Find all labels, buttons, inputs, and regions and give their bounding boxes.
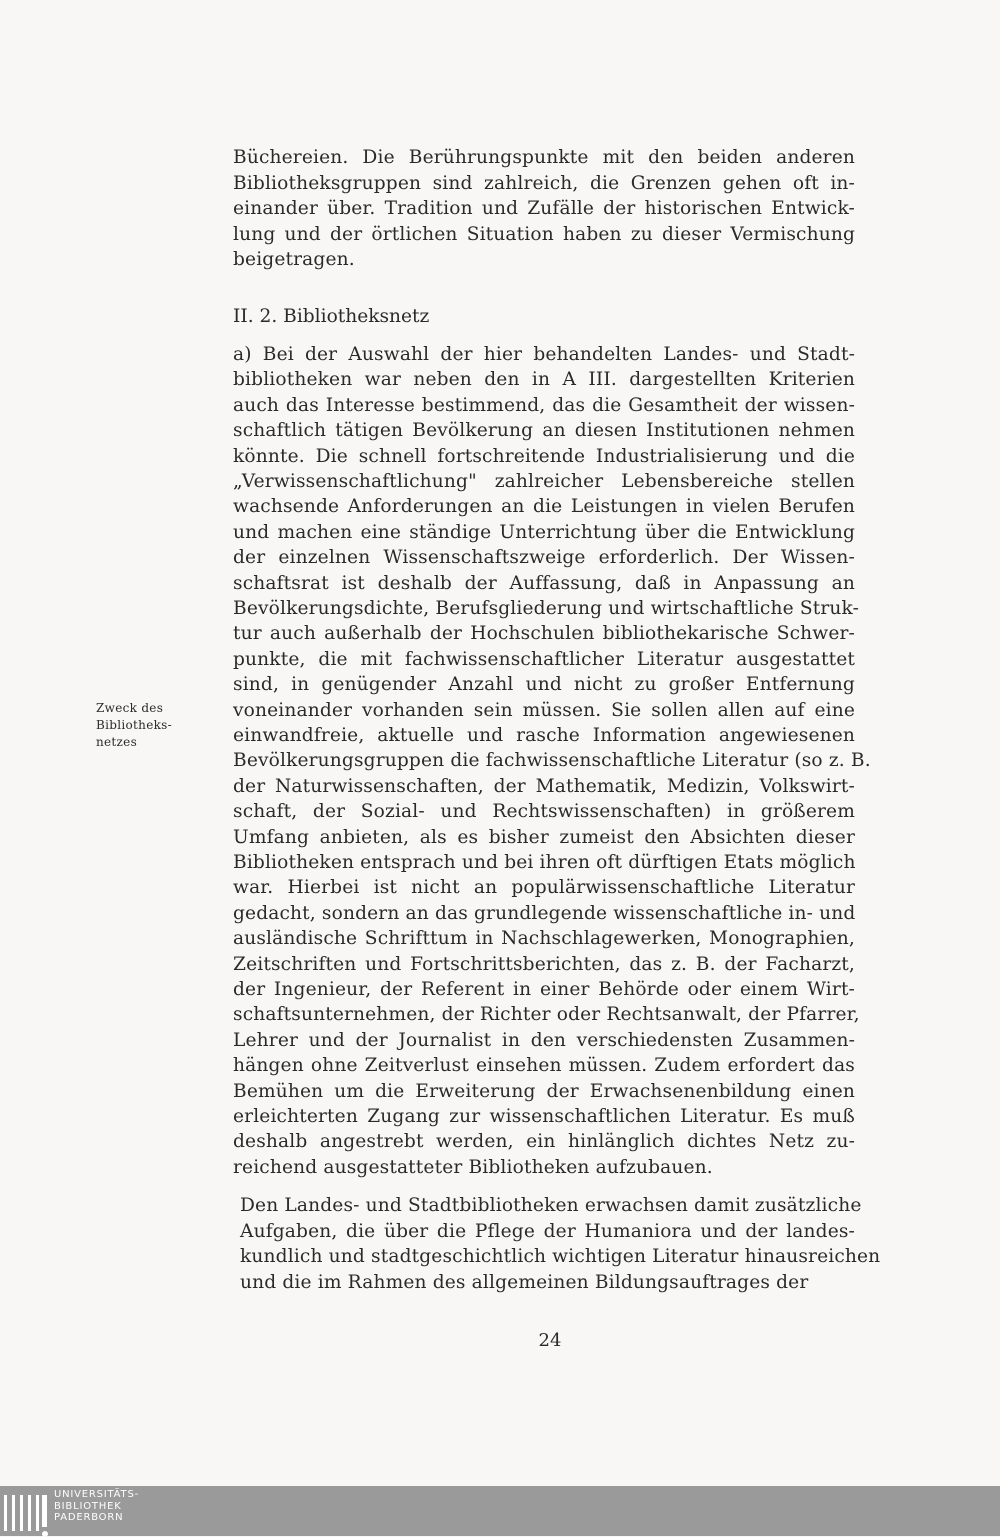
text-line: einwandfreie, aktuelle und rasche Information angewiesenen xyxy=(233,725,855,746)
text-line: könnte. Die schnell fortschreitende Industrialisierung und die xyxy=(233,445,855,467)
text-line: Zeitschriften und Fortschrittsberichten, das z. B. der Facharzt, xyxy=(233,953,855,975)
text-line: Bibliotheken entsprach und bei ihren oft dürftigen Etats möglich xyxy=(233,852,856,873)
library-name-line: BIBLIOTHEK xyxy=(54,1500,122,1512)
library-name-line: UNIVERSITÄTS- xyxy=(54,1489,140,1500)
text-line: wachsende Anforderungen an die Leistungen in vielen Berufen xyxy=(233,496,855,518)
text-line: bibliotheken war neben den in A III. dargestellten Kriterien xyxy=(233,369,855,391)
text-line: Bevölkerungsdichte, Berufsgliederung und wirtschaftliche Struk- xyxy=(233,598,860,619)
library-name-line: PADERBORN xyxy=(54,1512,124,1523)
text-line: der Ingenieur, der Referent in einer Behörde oder einem Wirt- xyxy=(233,979,855,1000)
text-line: und die im Rahmen des allgemeinen Bildungsauftrages der xyxy=(240,1271,809,1293)
text-line: Büchereien. Die Berührungspunkte mit den beiden anderen xyxy=(233,147,855,168)
page-number: 24 xyxy=(538,1330,562,1351)
text-line: Bemühen um die Erweiterung der Erwachsenenbildung einen xyxy=(233,1080,855,1102)
text-line: der einzelnen Wissenschaftszweige erforderlich. Der Wissen- xyxy=(233,547,855,569)
text-line: einander über. Tradition und Zufälle der historischen Entwick- xyxy=(233,198,855,220)
text-line: Aufgaben, die über die Pflege der Humaniora und der landes- xyxy=(240,1220,855,1242)
text-line: Umfang anbieten, als es bisher zumeist den Absichten dieser xyxy=(233,826,855,848)
margin-note-line: Zweck des xyxy=(96,701,164,715)
text-line: lung und der örtlichen Situation haben zu dieser Vermischung xyxy=(233,223,855,245)
text-line: tur auch außerhalb der Hochschulen bibliothekarische Schwer- xyxy=(233,623,855,645)
text-line: beigetragen. xyxy=(233,249,355,271)
text-line: Den Landes- und Stadtbibliotheken erwachsen damit zusätzliche xyxy=(240,1195,862,1216)
library-footer xyxy=(0,1486,1000,1536)
text-line: punkte, die mit fachwissenschaftlicher Literatur ausgestattet xyxy=(233,648,855,670)
text-line: deshalb angestrebt werden, ein hinlänglich dichtes Netz zu- xyxy=(233,1131,855,1153)
library-logo-icon xyxy=(4,1489,48,1533)
text-line: Bevölkerungsgruppen die fachwissenschaftliche Literatur (so z. B. xyxy=(233,750,871,772)
text-line: reichend ausgestatteter Bibliotheken aufzubauen. xyxy=(233,1156,713,1178)
text-line: Lehrer und der Journalist in den verschiedensten Zusammen- xyxy=(233,1029,855,1051)
text-line: erleichterten Zugang zur wissenschaftlichen Literatur. Es muß xyxy=(233,1106,855,1127)
text-line: „Verwissenschaftlichung" zahlreicher Lebensbereiche stellen xyxy=(233,471,855,492)
text-line: und machen eine ständige Unterrichtung über die Entwicklung xyxy=(233,521,855,543)
margin-note-line: Bibliotheks- xyxy=(96,718,172,732)
text-line: schaftlich tätigen Bevölkerung an diesen Institutionen nehmen xyxy=(233,420,855,442)
section-heading: II. 2. Bibliotheksnetz xyxy=(233,306,430,327)
text-line: gedacht, sondern an das grundlegende wissenschaftliche in- und xyxy=(233,902,856,924)
margin-note xyxy=(96,700,196,751)
text-line: kundlich und stadtgeschichtlich wichtigen Literatur hinausreichen xyxy=(240,1246,881,1268)
text-line: schaft, der Sozial- und Rechtswissenschaften) in größerem xyxy=(233,801,855,823)
text-line: Bibliotheksgruppen sind zahlreich, die Grenzen gehen oft in- xyxy=(233,172,855,194)
text-line: der Naturwissenschaften, der Mathematik, Medizin, Volkswirt- xyxy=(233,775,855,797)
text-line: war. Hierbei ist nicht an populärwissenschaftliche Literatur xyxy=(233,877,855,899)
text-line: schaftsrat ist deshalb der Auffassung, daß in Anpassung an xyxy=(233,572,855,594)
text-line: auch das Interesse bestimmend, das die Gesamtheit der wissen- xyxy=(233,394,855,416)
library-name xyxy=(54,1489,139,1524)
text-line: ausländische Schrifttum in Nachschlagewerken, Monographien, xyxy=(233,928,855,950)
margin-note-line: netzes xyxy=(96,735,138,749)
text-line: hängen ohne Zeitverlust einsehen müssen. Zudem erfordert das xyxy=(233,1055,855,1077)
text-line: schaftsunternehmen, der Richter oder Rechtsanwalt, der Pfarrer, xyxy=(233,1004,860,1026)
text-line: a) Bei der Auswahl der hier behandelten Landes- und Stadt- xyxy=(233,344,855,365)
text-line: voneinander vorhanden sein müssen. Sie sollen allen auf eine xyxy=(233,699,855,721)
text-line: sind, in genügender Anzahl und nicht zu großer Entfernung xyxy=(233,674,855,696)
